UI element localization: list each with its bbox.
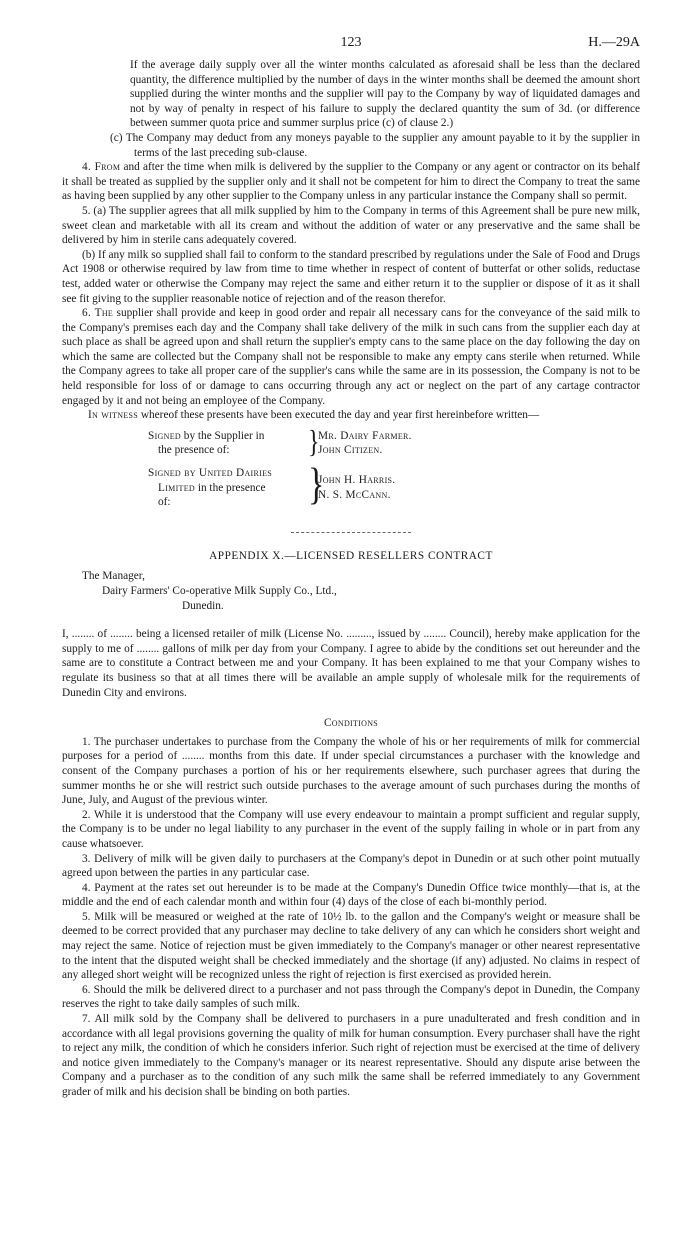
section-divider — [291, 532, 411, 533]
average-supply-paragraph: If the average daily supply over all the winter months calculated as aforesaid shall be less than the declared quantity, the difference multiplied by the number of days in the winter months shall be deemed the amount short supplied during the winter months and the supplier will pay to the Company by way of liquidated damages and not by way of penalty in respect of his failure to supply the declared quantity the sum of 3d. (or difference between summer quota price and summer surplus price (c) of clause 2.) — [130, 59, 640, 130]
clause-5a: 5. (a) The supplier agrees that all milk supplied by him to the Company in terms of this Agreement shall be pure new milk, sweet clean and marketable with all its cream and without the addition of water or any preservative and the same shall be delivered by him in sterile cans adequately covered. — [62, 204, 640, 247]
brace-icon: } — [308, 425, 320, 460]
signature-supplier-label: Signed by the Supplier in the presence of: — [148, 429, 265, 457]
condition-4: 4. Payment at the rates set out hereunder is to be made at the Company's Dunedin Office twice monthly—that is, at the middle and the end of each calendar month and within four (4) days of the close of each bi-monthly period. — [62, 881, 640, 909]
witness-lead: In witness — [88, 409, 139, 422]
clause-4-lead: 4. From — [82, 161, 121, 174]
page-header — [62, 36, 640, 58]
subclause-c: (c) The Company may deduct from any moneys payable to the supplier any amount payable to it by the supplier in terms of the last preceding sub-clause. — [110, 131, 640, 159]
brace-icon: } — [308, 460, 325, 509]
document-page — [62, 36, 640, 1100]
signature-block-company — [62, 460, 640, 510]
signature-block-supplier — [62, 425, 640, 460]
signature-supplier-names: Mr. Dairy Farmer. John Citizen. — [318, 429, 412, 457]
witness-text: whereof these presents have been executed the day and year first hereinbefore written— — [138, 409, 540, 422]
clause-6 — [62, 306, 640, 408]
witness-paragraph — [62, 408, 640, 423]
address-line-1: The Manager, — [82, 570, 145, 583]
condition-2: 2. While it is understood that the Company will use every endeavour to maintain a prompt sufficient and regular supply, the Company is to be under no legal liability to any purchaser in the event of the supply failing in whole or in part from any cause whatsoever. — [62, 808, 640, 850]
clause-6-text: supplier shall provide and keep in good order and repair all necessary cans for the conveyance of the said milk to the Company's premises each day and the Company shall take delivery of the milk in such cans from the supplier each day at such place as shall be agreed upon and shall return the supplier's empty cans to the same place on the day following the day on which the same are collected but the Company shall not be responsible to make any empty cans sterile when returned. While the Company agrees to take all proper care of the supplier's cans while the same are in its possession, the Company is not to be held responsible for loss of or damage to cans occurring through any act or neglect on the part of any cartage contractor engaged by it and not being an employee of the Company. — [62, 307, 640, 407]
clause-6-lead: 6. The — [82, 307, 114, 320]
clause-4 — [62, 160, 640, 204]
address-line-3: Dunedin. — [182, 599, 224, 612]
condition-3: 3. Delivery of milk will be given daily to purchasers at the Company's depot in Dunedin or at such other point mutually agreed upon between the parties in any particular case. — [62, 852, 640, 880]
page-number: 123 — [340, 35, 362, 50]
application-intro: I, ........ of ........ being a licensed retailer of milk (License No. ........., issued by ........ Council), hereby make application for the supply to me of ........ gallons of milk per day from your Company. I agree to abide by the conditions set out hereunder and the same are to constitute a Contract between me and your Company. It has been explained to me that your Company wishes to regulate its business so that at all times there will be available an ample supply of wholesale milk for the requirements of Dunedin City and environs. — [62, 628, 640, 699]
address-line-2: Dairy Farmers' Co-operative Milk Supply Co., Ltd., — [102, 585, 337, 597]
condition-7: 7. All milk sold by the Company shall be delivered to purchasers in a pure unadulterated and fresh condition and in accordance with all legal provisions governing the quality of milk for human consumption. Every purchaser shall have the right to reject any milk, the condition of which he considers inferior. Such right of rejection must be exercised at the time of delivery and notice given immediately to the Company's manager or its nearest representative. Should any dispute arise between the Company and a purchaser as to the condition of any such milk the same shall be referred immediately to any Government grader of milk and his decision shall be binding on both parties. — [62, 1013, 640, 1098]
clause-5b: (b) If any milk so supplied shall fail to conform to the standard prescribed by regulations under the Sale of Food and Drugs Act 1908 or otherwise required by law from time to time whether in respect of content of butterfat or other solids, reductase test, added water or otherwise the Company may reject the same and either return it to the supplier or dispose of it as it shall see fit giving to the supplier reasonable notice of rejection and of the reason therefor. — [62, 248, 640, 305]
signature-company-label: Signed by United Dairies Limited in the presence of: — [148, 467, 273, 509]
conditions-heading: Conditions — [323, 717, 379, 730]
condition-1: 1. The purchaser undertakes to purchase from the Company the whole of his or her requirements of milk for commercial purposes for a period of ........ months from this date. If under special circumstances a purchaser with the knowledge and consent of the Company purchases a portion of his or her requirements elsewhere, such purchaser agrees that during the summer months he or she will restrict such outside purchases to the average amount of such purchases during the months of June, July, and August of the previous winter. — [62, 735, 640, 807]
appendix-title: APPENDIX X.—LICENSED RESELLERS CONTRACT — [209, 549, 493, 562]
signature-company-names: John H. Harris. N. S. McCann. — [318, 474, 396, 501]
clause-4-text: and after the time when milk is delivered by the supplier to the Company or any agent or contractor on its behalf it shall be treated as supplied by the supplier only and it shall not be competent for him to direct the Company to treat the same as having been supplied by any other supplier to the Company unless in any particular instance the Company shall so permit. — [62, 161, 641, 203]
document-reference: H.—29A — [588, 35, 640, 50]
condition-5: 5. Milk will be measured or weighed at the rate of 10½ lb. to the gallon and the Company's weight or measure shall be deemed to be correct provided that any purchaser may decline to take delivery of any can which he considers short weight and may reject the same. Notice of rejection must be given immediately to the Company's manager or other nearest representative to the intent that the disputed weight shall be checked immediately and the shortage (if any) adjusted. No claims in respect of any alleged short weight will be recognized unless the right of rejection is first exercised as provided herein. — [62, 910, 640, 982]
condition-6: 6. Should the milk be delivered direct to a purchaser and not pass through the Company's depot in Dunedin, the Company reserves the right to take daily samples of such milk. — [62, 983, 640, 1011]
